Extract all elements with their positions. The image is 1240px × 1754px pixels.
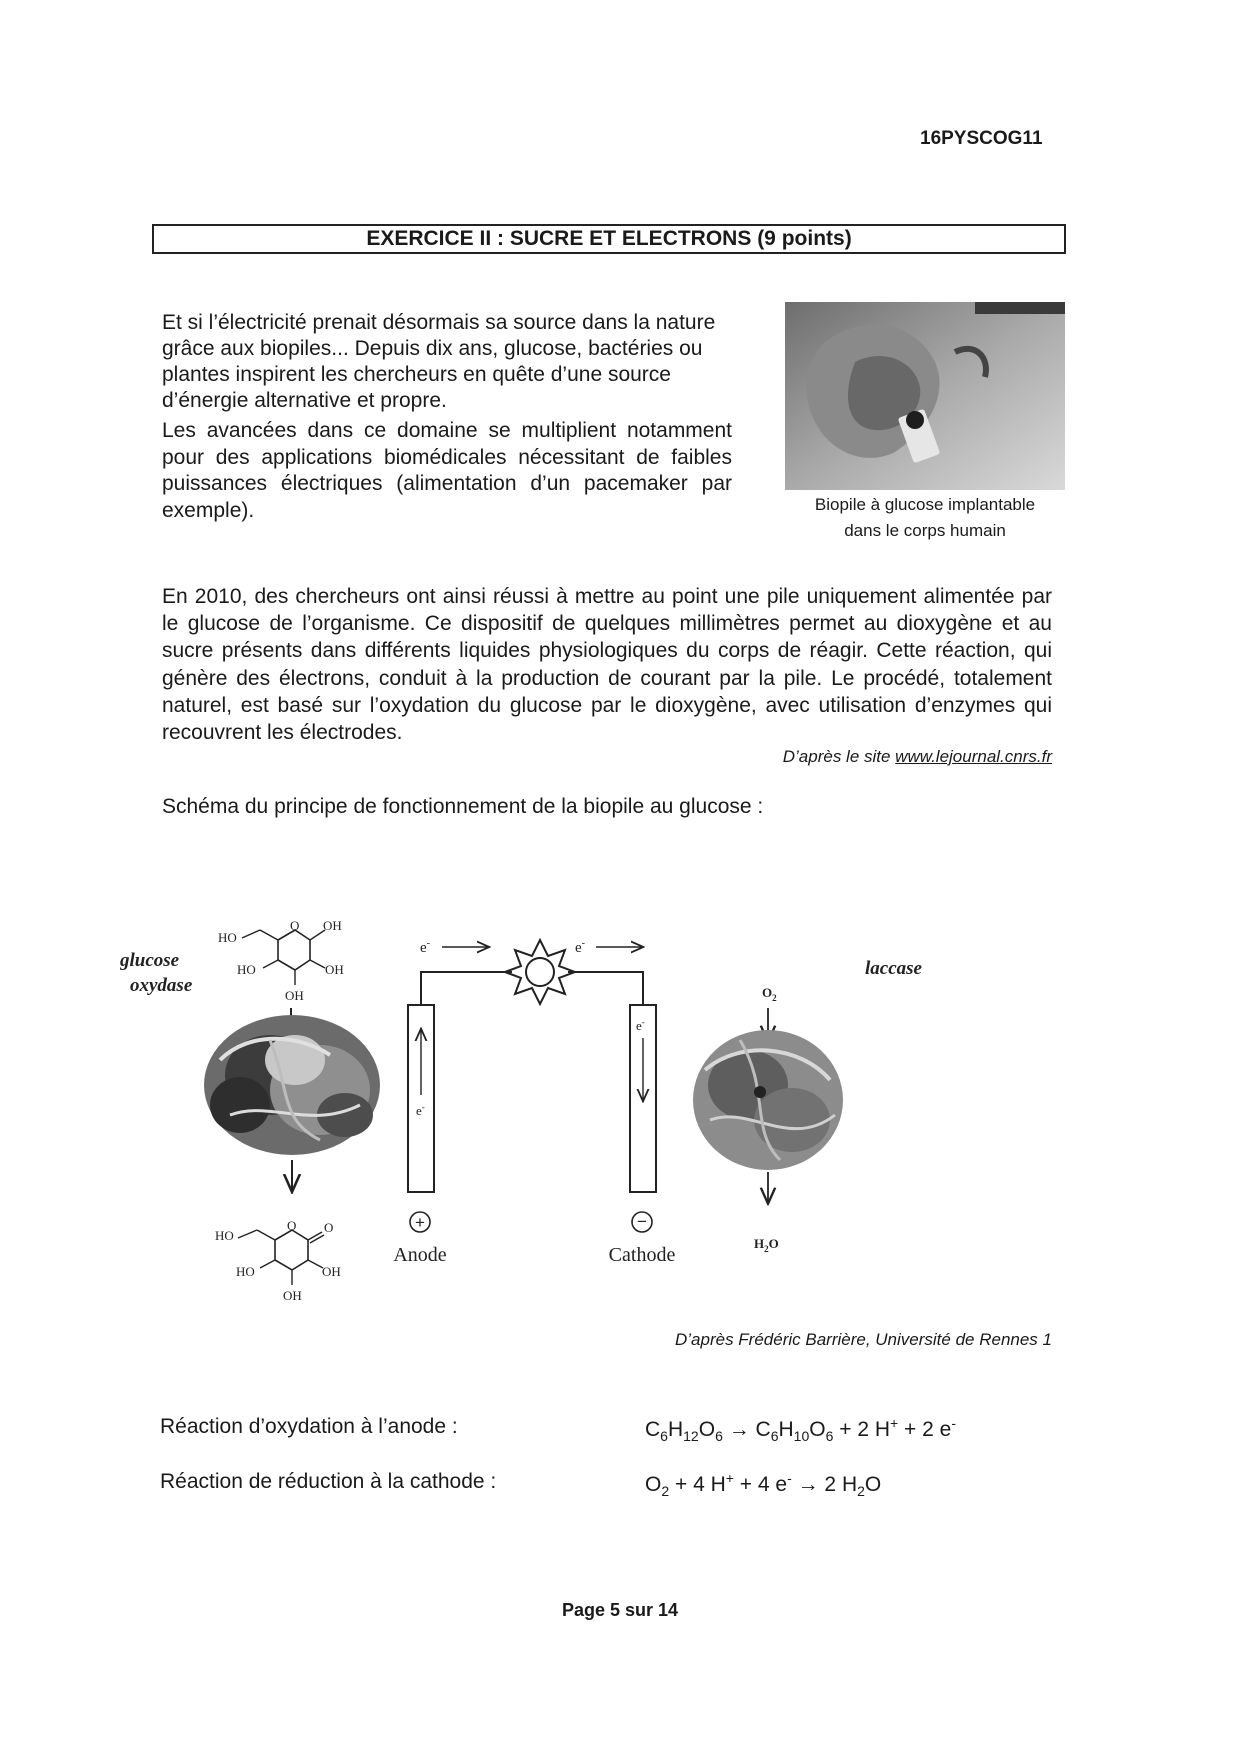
glucose-ho-1: HO [218,930,237,945]
glucose-oxydase-protein [204,1015,380,1155]
schema-title: Schéma du principe de fonctionnement de la biopile au glucose : [162,795,764,818]
electron-cathode: e [636,1018,642,1033]
electron-top-right: e [575,940,582,956]
source-link[interactable]: www.lejournal.cnrs.fr [895,747,1052,766]
svg-text:glucose [120,950,180,971]
svg-text:O2: $O_2$ [762,985,777,1003]
glucose-ho-2: HO [237,962,256,977]
lamp-icon [505,940,575,1004]
lactone-ho-2: HO [236,1264,255,1279]
exercise-title: EXERCICE II : SUCRE ET ELECTRONS (9 points) [152,224,1066,254]
svg-text:oxydase [130,975,193,996]
lactone-oh-2: OH [283,1288,302,1303]
lactone-ring-o: O [287,1218,297,1233]
svg-text:e-: e- [636,1017,645,1033]
cathode-sign-text: − [637,1212,647,1231]
diagram-source: D’après Frédéric Barrière, Université de Rennes 1 [675,1330,1052,1349]
water-h: H [754,1236,765,1251]
main-paragraph: En 2010, des chercheurs ont ainsi réussi à mettre au point une pile uniquement alimentée par le glucose de l’organisme. Ce dispositif de quelques millimètres permet au dioxygène et au sucre présents dans différents liquides physiologiques du corps de réagir. Cette réaction, qui génère des électrons, conduit à la production de courant par la pile. Le procédé, totalement naturel, est basé sur l’oxydation du glucose par le dioxygène, avec utilisation d’enzymes qui recouvrent les électrodes. [162,585,1052,745]
glucose-oh-2: OH [325,962,344,977]
gluconolactone-molecule [215,1218,341,1303]
enzyme-label-glucose: glucose [120,950,180,971]
cathode-reaction-label: Réaction de réduction à la cathode : [160,1470,497,1493]
oxygen-symbol: O [762,985,773,1000]
glucose-molecule [218,918,344,1003]
glucose-oh-3: OH [285,988,304,1003]
svg-text:e-: e- [416,1102,425,1118]
biopile-diagram [120,860,1080,1330]
cathode-reaction-equation: $O_2 + 4$ H+ + 4 e- → 2 $H_2O$ [645,1470,882,1500]
lactone-carbonyl-o: O [324,1220,334,1235]
anode-label: Anode [393,1244,447,1266]
lactone-oh-1: OH [322,1264,341,1279]
photo-caption-line-2: dans le corps humain [844,521,1006,540]
document-code: 16PYSCOG11 [920,128,1043,149]
svg-text:H2O: $H_2O$ [754,1236,779,1254]
intro-paragraph-1: Et si l’électricité prenait désormais sa source dans la nature grâce aux biopiles... Depuis dix ans, glucose, bactéries ou plantes inspirent les chercheurs en quête d’une source d’énergie alternative et propre. [162,311,716,412]
cathode-label: Cathode [608,1244,676,1266]
enzyme-label-laccase: laccase [865,958,922,979]
photo-caption-line-1: Biopile à glucose implantable [814,495,1036,514]
lactone-ho-1: HO [215,1228,234,1243]
intro-paragraph-2: Les avancées dans ce domaine se multiplient notamment pour des applications biomédicales nécessitant de faibles puissances électriques (alimentation d’un pacemaker par exemple). [162,419,732,522]
page-number: Page 5 sur 14 [561,1600,679,1620]
biopile-photo [785,302,1065,490]
anode-sign-text: + [415,1213,425,1232]
glucose-ring-o: O [290,918,300,933]
photo-caption [770,492,1080,544]
svg-text:e-: e- [575,938,586,956]
electron-anode: e [416,1103,422,1118]
enzyme-label-oxydase: oxydase [130,975,193,996]
anode-reaction-label: Réaction d’oxydation à l’anode : [160,1415,458,1438]
source-prefix: D’après le site [782,747,896,766]
laccase-protein [693,1030,843,1170]
glucose-oh-1: OH [323,918,342,933]
source-citation [600,747,1052,767]
anode-reaction-equation: $C_6H_{12}O_6 \to C_6H_{10}O_6 + 2$ H+ + 2 e- [645,1415,957,1445]
electron-top-left: e [420,940,427,956]
svg-text:e-: e- [420,938,431,956]
